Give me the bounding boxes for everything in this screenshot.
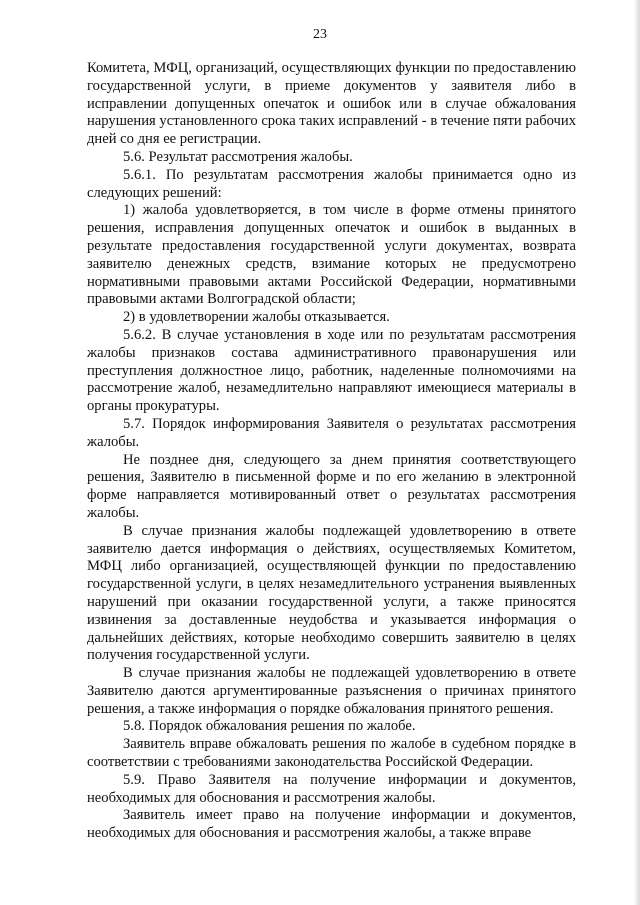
paragraph-judicial-appeal: Заявитель вправе обжаловать решения по жалобе в судебном порядке в соответствии с требованиями законодательства Российской Федерации. [87,736,576,771]
paragraph-response-deadline: Не позднее дня, следующего за днем принятия соответствующего решения, Заявителю в письменной форме и по его желанию в электронной форме направляется мотивированный ответ о результатах рассмотрения жалобы. [87,451,576,521]
scan-edge-shadow [634,0,640,905]
list-item-2: 2) в удовлетворении жалобы отказывается. [123,309,390,326]
paragraph-5-6-1: 5.6.1. По результатам рассмотрения жалобы принимается одно из следующих решений: [87,166,576,201]
section-heading-5-9: 5.9. Право Заявителя на получение информации и документов, необходимых для обоснования и рассмотрения жалобы. [87,771,576,806]
page-number: 23 [313,27,327,42]
paragraph-continuation: Комитета, МФЦ, организаций, осуществляющих функции по предоставлению государственной услуги, в приеме документов у заявителя либо в исправлении допущенных опечаток и ошибок или в случае обжалования нарушения установленного срока таких исправлений - в течение пяти рабочих дней со дня ее регистрации. [87,60,576,148]
section-heading-5-8: 5.8. Порядок обжалования решения по жалобе. [123,718,416,735]
paragraph-right-to-information: Заявитель имеет право на получение информации и документов, необходимых для обоснования и рассмотрения жалобы, а также вправе [87,807,576,842]
paragraph-complaint-rejected: В случае признания жалобы не подлежащей удовлетворению в ответе Заявителю даются аргументированные разъяснения о причинах принятого решения, а также информация о порядке обжалования принятого решения. [87,665,576,717]
document-body [87,60,576,843]
section-heading-5-6: 5.6. Результат рассмотрения жалобы. [123,148,353,165]
list-item-1: 1) жалоба удовлетворяется, в том числе в форме отмены принятого решения, исправления допущенных опечаток и ошибок в выданных в результате предоставления государственной услуги документах, возврата заявителю денежных средств, взимание которых не предусмотрено нормативными правовыми актами Российской Федерации, нормативными правовыми актами Волгоградской области; [87,202,576,308]
paragraph-complaint-upheld: В случае признания жалобы подлежащей удовлетворению в ответе заявителю дается информация о действиях, осуществляемых Комитетом, МФЦ либо организацией, осуществляющей функции по предоставлению государственной услуги, в целях незамедлительного устранения выявленных нарушений при оказании государственной услуги, а также приносятся извинения за доставленные неудобства и указывается информация о дальнейших действиях, которые необходимо совершить заявителю в целях получения государственной услуги. [87,522,576,664]
section-heading-5-7: 5.7. Порядок информирования Заявителя о результатах рассмотрения жалобы. [87,415,576,450]
paragraph-5-6-2: 5.6.2. В случае установления в ходе или по результатам рассмотрения жалобы признаков состава административного правонарушения или преступления должностное лицо, работник, наделенные полномочиями на рассмотрение жалоб, незамедлительно направляют имеющиеся материалы в органы прокуратуры. [87,326,576,415]
